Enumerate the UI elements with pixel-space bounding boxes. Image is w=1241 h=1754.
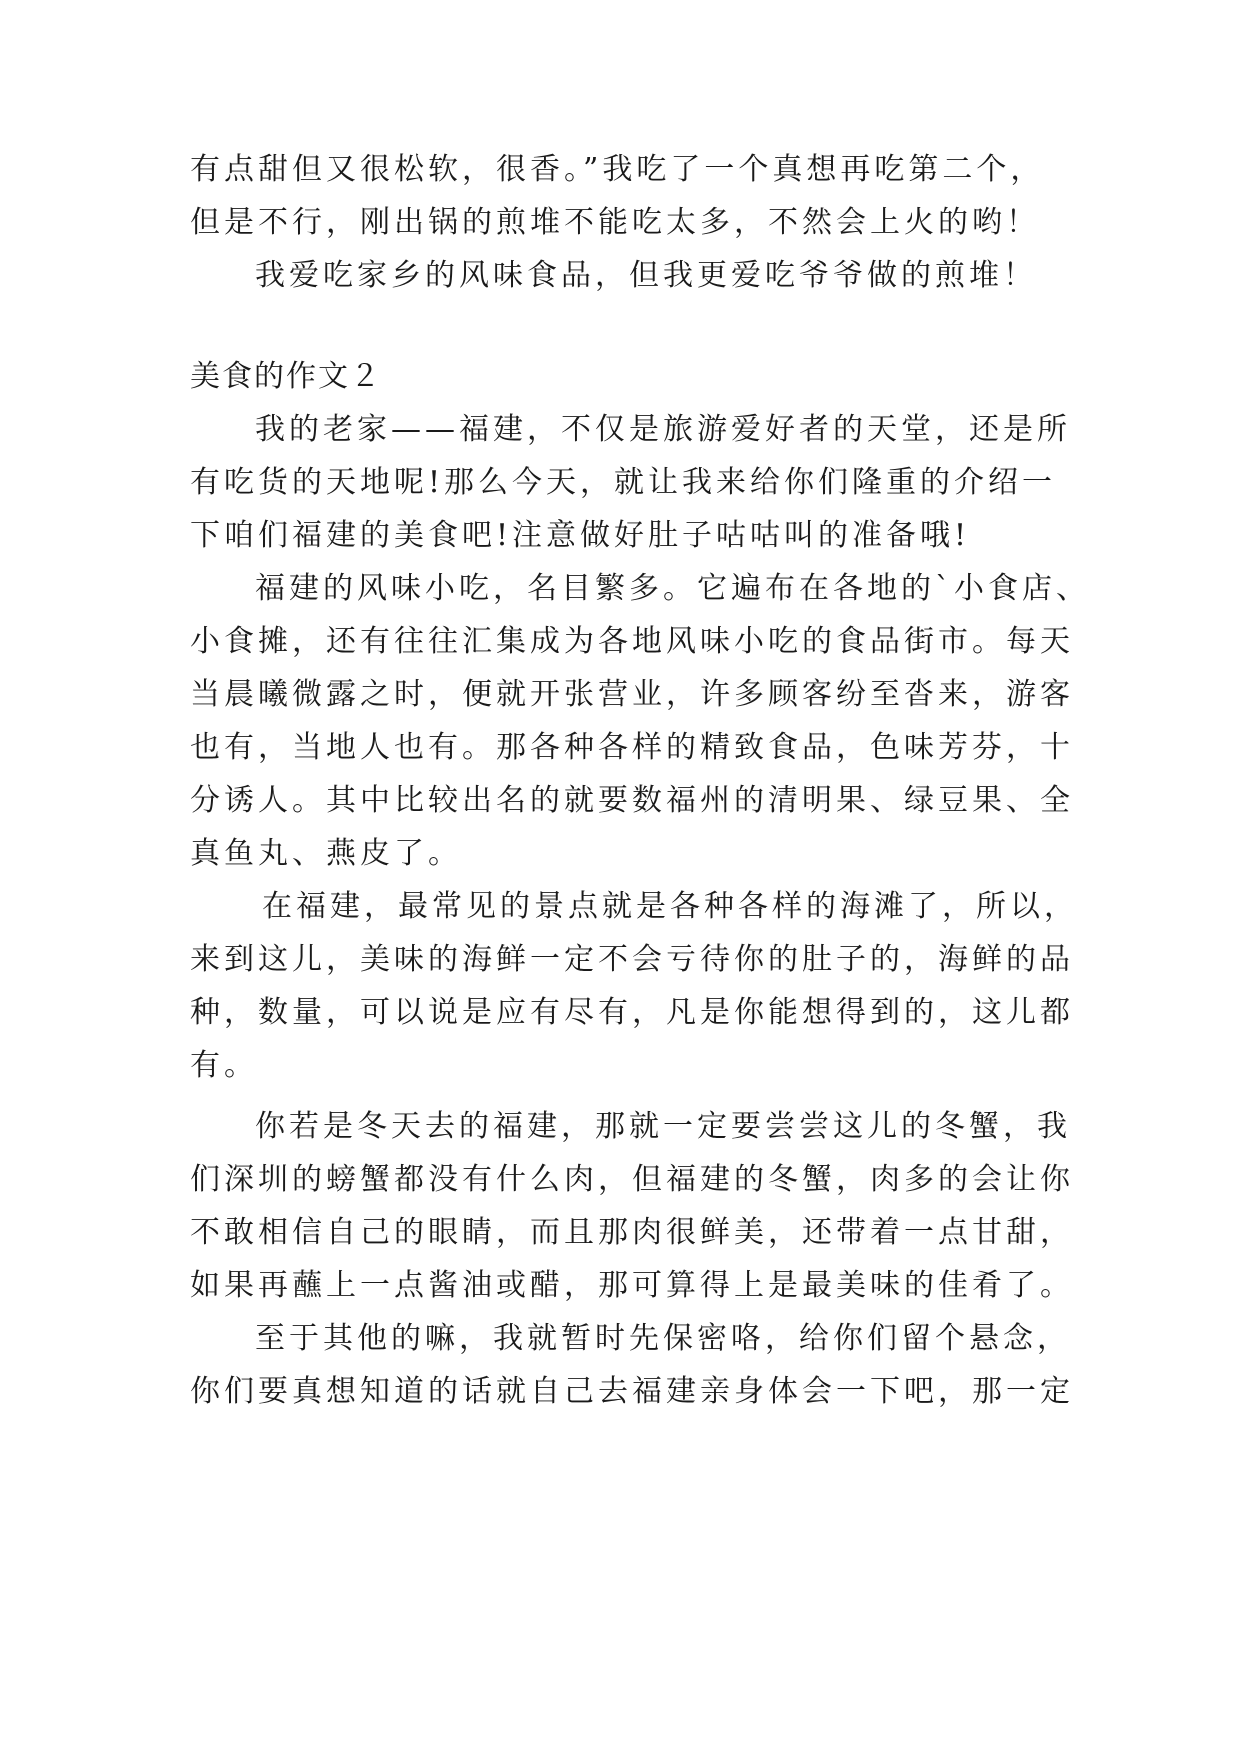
text-line: 你若是冬天去的福建，那就一定要尝尝这儿的冬蟹，我 bbox=[255, 1109, 1071, 1144]
text-line: 有点甜但又很松软，很香。”我吃了一个真想再吃第二个， bbox=[190, 152, 1045, 187]
text-line: 福建的风味小吃，名目繁多。它遍布在各地的`小食店、 bbox=[255, 571, 1090, 606]
text-line: 但是不行，刚出锅的煎堆不能吃太多，不然会上火的哟！ bbox=[190, 205, 1040, 240]
text-line: 至于其他的嘛，我就暂时先保密咯，给你们留个悬念， bbox=[255, 1321, 1071, 1356]
text-line: 分诱人。其中比较出名的就要数福州的清明果、绿豆果、全 bbox=[190, 783, 1074, 818]
text-line: 我爱吃家乡的风味食品，但我更爱吃爷爷做的煎堆！ bbox=[255, 258, 1037, 293]
text-line: 小食摊，还有往往汇集成为各地风味小吃的食品街市。每天 bbox=[190, 624, 1074, 659]
text-line: 下咱们福建的美食吧!注意做好肚子咕咕叫的准备哦! bbox=[190, 518, 971, 553]
text-line: 有吃货的天地呢!那么今天，就让我来给你们隆重的介绍一 bbox=[190, 465, 1057, 500]
text-line: 我的老家——福建，不仅是旅游爱好者的天堂，还是所 bbox=[255, 412, 1071, 447]
text-line: 也有，当地人也有。那各种各样的精致食品，色味芳芬，十 bbox=[190, 730, 1074, 765]
text-line: 来到这儿，美味的海鲜一定不会亏待你的肚子的，海鲜的品 bbox=[190, 942, 1074, 977]
text-line: 真鱼丸、燕皮了。 bbox=[190, 836, 462, 871]
essay-heading: 美食的作文２ bbox=[190, 359, 382, 394]
text-line: 在福建，最常见的景点就是各种各样的海滩了，所以， bbox=[262, 889, 1078, 924]
text-line: 不敢相信自己的眼睛，而且那肉很鲜美，还带着一点甘甜， bbox=[190, 1215, 1074, 1250]
text-line: 种，数量，可以说是应有尽有，凡是你能想得到的，这儿都 bbox=[190, 995, 1074, 1030]
text-line: 你们要真想知道的话就自己去福建亲身体会一下吧，那一定 bbox=[190, 1374, 1074, 1409]
text-line: 们深圳的螃蟹都没有什么肉，但福建的冬蟹，肉多的会让你 bbox=[190, 1162, 1074, 1197]
text-line: 当晨曦微露之时，便就开张营业，许多顾客纷至沓来，游客 bbox=[190, 677, 1074, 712]
text-line: 有。 bbox=[190, 1048, 258, 1083]
text-line: 如果再蘸上一点酱油或醋，那可算得上是最美味的佳肴了。 bbox=[190, 1268, 1074, 1303]
